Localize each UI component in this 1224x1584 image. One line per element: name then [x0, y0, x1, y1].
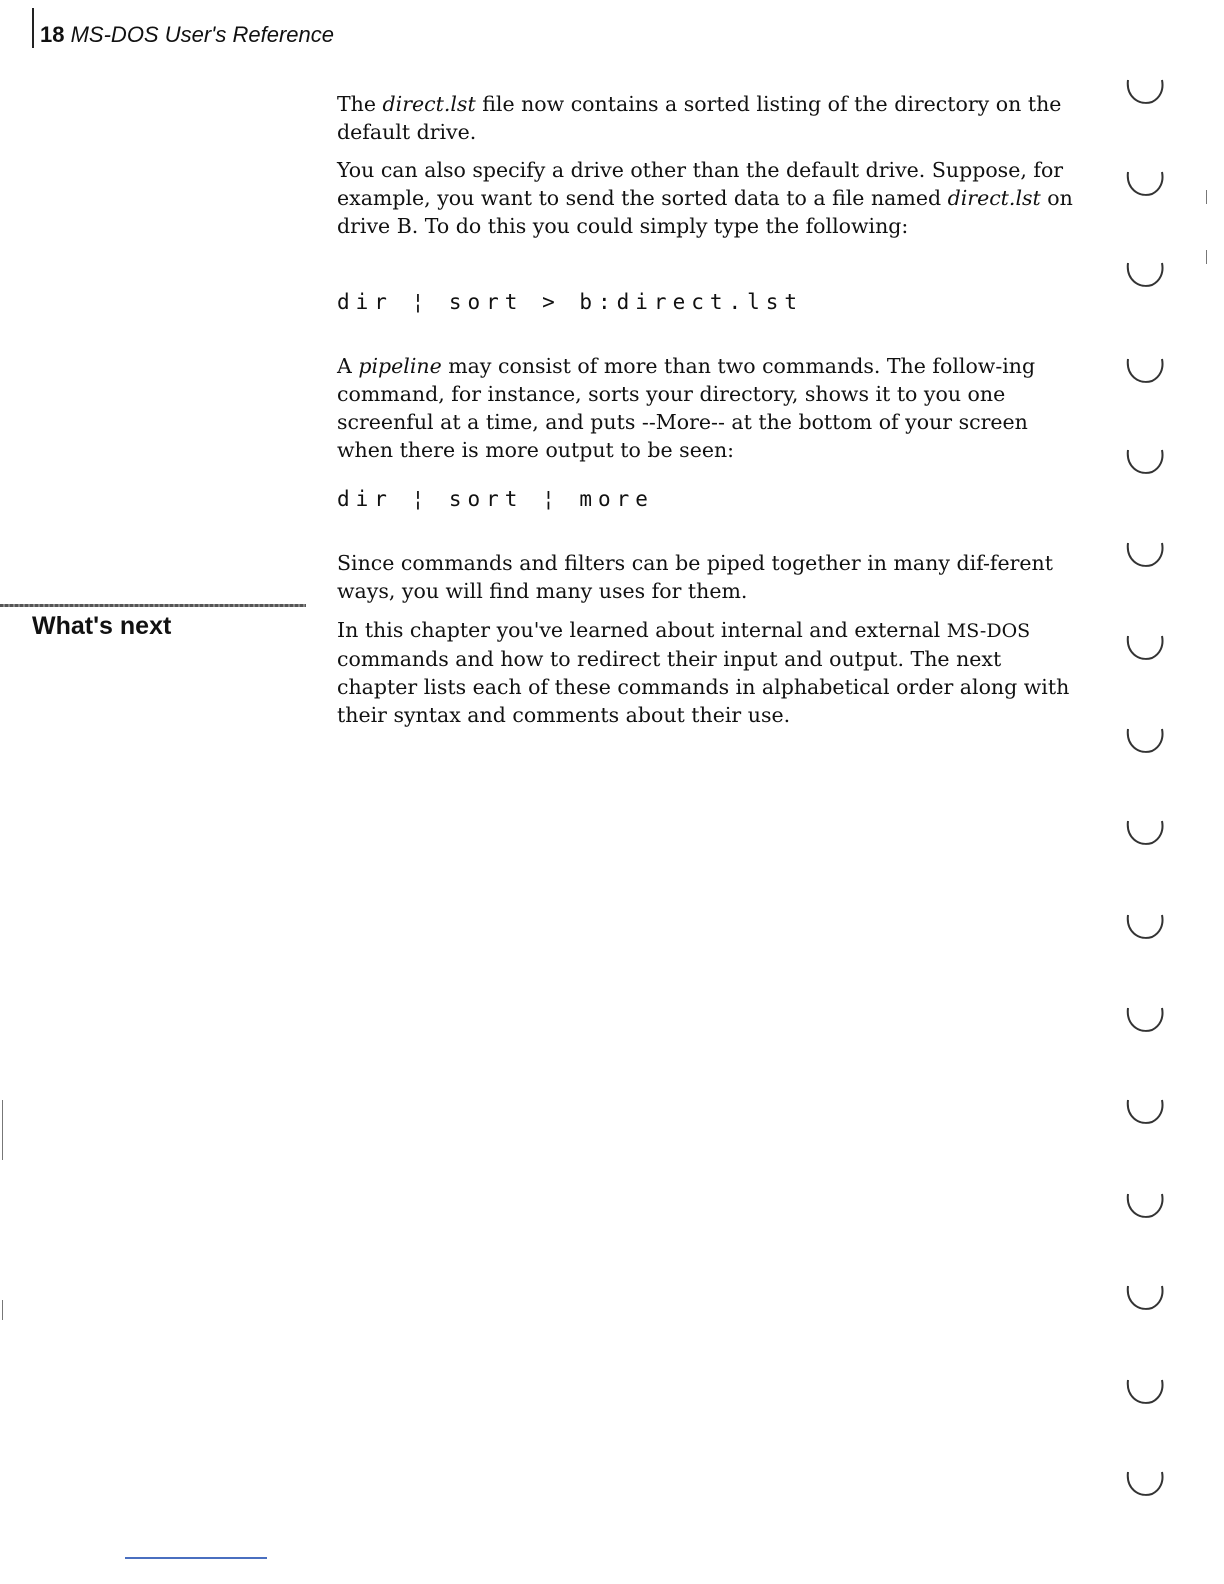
- p5-text-b: commands and how to redirect their input and output. The next chapter lists each of these commands in alphabetical order along with their syntax and comments about their use.: [337, 647, 1070, 727]
- binder-hole-icon: [1122, 725, 1168, 759]
- section-heading: What's next: [32, 612, 172, 640]
- p1-rest: file now contains a sorted listing of the directory on the default drive.: [337, 92, 1062, 144]
- p1-lead: The: [337, 92, 383, 116]
- binder-hole-icon: [1122, 632, 1168, 666]
- p3-lead: A: [337, 354, 359, 378]
- p2-text-a: You can also specify a drive other than the default drive. Suppose, for example, you want to send the sorted data to a file named: [337, 158, 1064, 210]
- paragraph-3: [337, 352, 1082, 464]
- paragraph-1: [337, 90, 1082, 146]
- paragraph-2: [337, 156, 1082, 240]
- scan-margin-mark: [1206, 250, 1207, 264]
- running-header: [32, 18, 334, 52]
- binder-hole-icon: [1122, 446, 1168, 480]
- paragraph-5: [337, 616, 1082, 729]
- scan-margin-mark: [2, 1300, 3, 1320]
- page-number: 18: [40, 22, 65, 47]
- binder-hole-icon: [1122, 355, 1168, 389]
- binder-hole-icon: [1122, 76, 1168, 110]
- binder-hole-icon: [1122, 1004, 1168, 1038]
- code-example-2: dir ¦ sort ¦ more: [337, 487, 654, 511]
- binder-hole-icon: [1122, 1282, 1168, 1316]
- binder-hole-icon: [1122, 817, 1168, 851]
- binder-hole-icon: [1122, 259, 1168, 293]
- header-text: [40, 22, 334, 48]
- paragraph-4: [337, 549, 1082, 605]
- binder-hole-icon: [1122, 168, 1168, 202]
- p5-smallcaps: MS-DOS: [946, 620, 1031, 642]
- p2-text-b: on drive B. To do this you could simply type the following:: [337, 186, 1073, 238]
- p4-text: Since commands and filters can be piped together in many dif-ferent ways, you will find many uses for them.: [337, 551, 1053, 603]
- p2-filename: direct.lst: [947, 186, 1041, 210]
- p3-term: pipeline: [358, 354, 442, 378]
- binder-hole-icon: [1122, 539, 1168, 573]
- binder-hole-icon: [1122, 1096, 1168, 1130]
- binder-hole-icon: [1122, 1190, 1168, 1224]
- book-title: MS-DOS User's Reference: [70, 22, 334, 47]
- p3-rest: may consist of more than two commands. The follow-ing command, for instance, sorts your directory, shows it to you one screenful at a time, and puts --More-- at the bottom of your screen when there is more output to be seen:: [337, 354, 1036, 462]
- binder-hole-icon: [1122, 1468, 1168, 1502]
- code-example-1: dir ¦ sort > b:direct.lst: [337, 290, 804, 314]
- bottom-rule: [125, 1557, 267, 1559]
- scan-margin-mark: [2, 1100, 3, 1160]
- p5-text-a: In this chapter you've learned about internal and external: [337, 618, 947, 642]
- scan-margin-mark: [1206, 190, 1207, 204]
- binder-hole-icon: [1122, 1376, 1168, 1410]
- section-divider: [0, 604, 306, 607]
- binder-hole-icon: [1122, 911, 1168, 945]
- p1-filename: direct.lst: [382, 92, 476, 116]
